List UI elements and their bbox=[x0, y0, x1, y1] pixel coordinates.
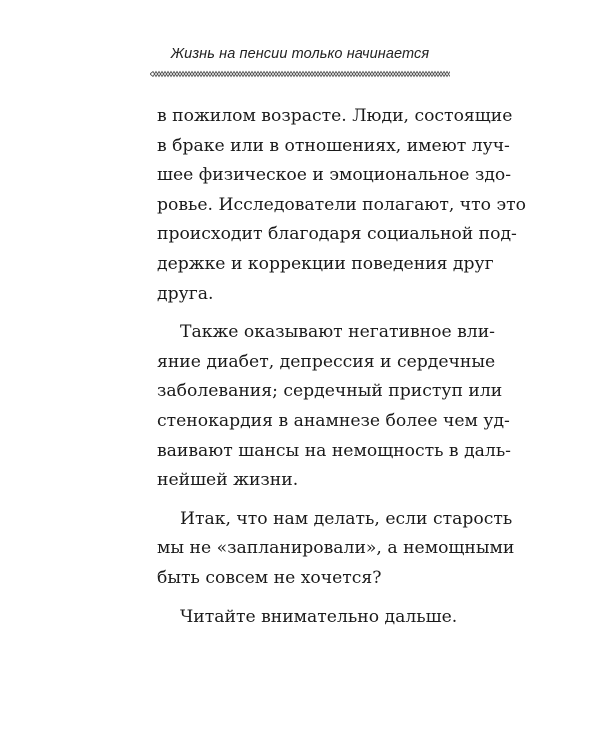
text-line: держке и коррекции поведения друг bbox=[157, 253, 494, 274]
text-line: мы не «запланировали», а немощными bbox=[157, 538, 515, 559]
text-line: в пожилом возрасте. Люди, состоящие bbox=[157, 106, 513, 126]
text-line: в браке или в отношениях, имеют луч- bbox=[157, 135, 510, 156]
text-line: Итак, что нам делать, если старость bbox=[180, 508, 513, 529]
text-line: нейшей жизни. bbox=[157, 470, 299, 491]
paragraph-4 bbox=[157, 603, 461, 633]
paragraph-3 bbox=[157, 505, 515, 594]
paragraph-1 bbox=[157, 102, 526, 309]
text-line: ваивают шансы на немощность в даль- bbox=[157, 440, 511, 461]
running-header-title: Жизнь на пенсии только начинается bbox=[170, 46, 430, 62]
text-line: заболевания; сердечный приступ или bbox=[157, 381, 503, 402]
text-line: быть совсем не хочется? bbox=[157, 567, 382, 588]
text-line: шее физическое и эмоциональное здо- bbox=[157, 165, 512, 186]
text-line: друга. bbox=[157, 283, 214, 304]
text-line: яние диабет, депрессия и сердечные bbox=[157, 351, 496, 372]
text-line: ровье. Исследователи полагают, что это bbox=[157, 194, 526, 215]
text-line: происходит благодаря социальной под- bbox=[157, 224, 517, 245]
body-text bbox=[157, 102, 526, 632]
text-line: стенокардия в анамнезе более чем уд- bbox=[157, 410, 510, 431]
text-line: Читайте внимательно дальше. bbox=[180, 606, 458, 627]
text-line: Также оказывают негативное вли- bbox=[180, 322, 495, 343]
decorative-divider bbox=[150, 70, 450, 78]
paragraph-2 bbox=[157, 318, 511, 496]
